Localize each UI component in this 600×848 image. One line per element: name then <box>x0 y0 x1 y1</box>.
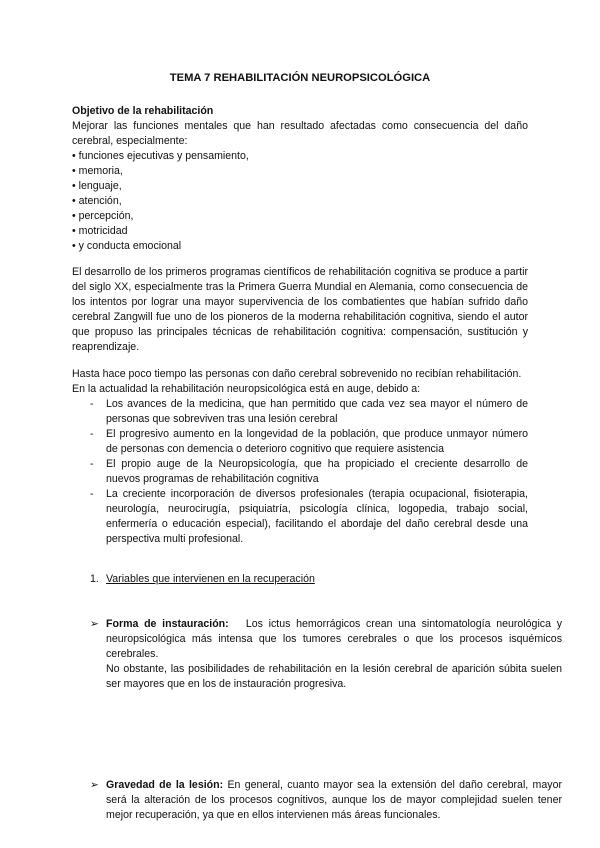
factor-text <box>106 617 562 662</box>
arrow-bullet-icon: ➢ <box>90 618 99 630</box>
list-item-text: Los avances de la medicina, que han permitido que cada vez sea mayor el número de personas que sobreviven tras una lesión cerebral <box>106 398 528 425</box>
list-item: • memoria, <box>72 165 123 177</box>
dash-marker: - <box>90 428 94 440</box>
document-page <box>72 0 562 821</box>
factor-instauracion <box>72 617 562 692</box>
list-item <box>72 397 528 427</box>
factor-description: Los ictus hemorrágicos crean una sintomatología neurológica y neuropsicológica más intensa que los tumores cerebrales o que los procesos isquémicos cerebrales. <box>106 618 562 660</box>
dash-marker: - <box>90 488 94 500</box>
list-item-text: El propio auge de la Neuropsicología, que ha propiciado el creciente desarrollo de nuevos programas de rehabilitación cognitiva <box>106 458 528 485</box>
current-paragraph-1: Hasta hace poco tiempo las personas con daño cerebral sobrevenido no recibían rehabilitación. <box>72 368 522 380</box>
document-title: TEMA 7 REHABILITACIÓN NEUROPSICOLÓGICA <box>169 72 431 84</box>
current-section <box>72 367 528 547</box>
objective-section <box>72 104 528 254</box>
dash-marker: - <box>90 398 94 410</box>
list-item: • percepción, <box>72 210 134 222</box>
factor-term: Gravedad de la lesión: <box>106 779 224 791</box>
list-item <box>72 427 528 457</box>
list-item: • y conducta emocional <box>72 240 182 252</box>
factor-description: En general, cuanto mayor sea la extensión del daño cerebral, mayor será la alteración de los procesos cognitivos, aunque los de mayor complejidad suelen tener mejor recuperación, ya que en ellos intervienen más áreas funcionales. <box>106 779 562 821</box>
factor-text <box>106 778 562 823</box>
list-item: • lenguaje, <box>72 180 122 192</box>
section-1-heading <box>72 572 562 587</box>
objective-intro: Mejorar las funciones mentales que han resultado afectadas como consecuencia del daño cerebral, especialmente: <box>72 120 528 147</box>
objective-bullet-list <box>72 149 528 254</box>
reasons-list <box>72 397 528 547</box>
arrow-bullet-icon: ➢ <box>90 779 99 791</box>
list-item: • funciones ejecutivas y pensamiento, <box>72 150 249 162</box>
factor-term: Forma de instauración: <box>106 618 229 630</box>
objective-heading: Objetivo de la rehabilitación <box>72 105 214 117</box>
list-item-text: La creciente incorporación de diversos profesionales (terapia ocupacional, fisioterapia, neurología, neurocirugía, psiquiatría, psicología clínica, logopedia, trabajo social, enfermería o educación especial), facilitando el abordaje del daño cerebral desde una perspectiva multi profesional. <box>106 488 528 545</box>
list-item <box>72 457 528 487</box>
list-item: • atención, <box>72 195 122 207</box>
factor-extra: No obstante, las posibilidades de rehabilitación en la lesión cerebral de aparición súbita suelen ser mayores que en los de instauración progresiva. <box>106 663 562 690</box>
list-item: • motricidad <box>72 225 128 237</box>
section-number: 1. <box>90 573 99 585</box>
history-paragraph: El desarrollo de los primeros programas científicos de rehabilitación cognitiva se produce a partir del siglo XX, especialmente tras la Primera Guerra Mundial en Alemania, como consecuencia de los intentos por lograr una mayor supervivencia de los combatientes que habían sufrido daño cerebral Zangwill fue uno de los pioneros de la moderna rehabilitación cognitiva, siendo el autor que propuso las principales técnicas de rehabilitación cognitiva: compensación, sustitución y reaprendizaje. <box>72 266 528 353</box>
list-item <box>72 487 528 547</box>
section-title: Variables que intervienen en la recuperación <box>106 573 315 585</box>
dash-marker: - <box>90 458 94 470</box>
current-paragraph-2: En la actualidad la rehabilitación neuropsicológica está en auge, debido a: <box>72 383 421 395</box>
list-item-text: El progresivo aumento en la longevidad de la población, que produce unmayor número de personas con demencia o deterioro cognitivo que requiere asistencia <box>106 428 528 455</box>
factor-gravedad <box>72 778 562 823</box>
